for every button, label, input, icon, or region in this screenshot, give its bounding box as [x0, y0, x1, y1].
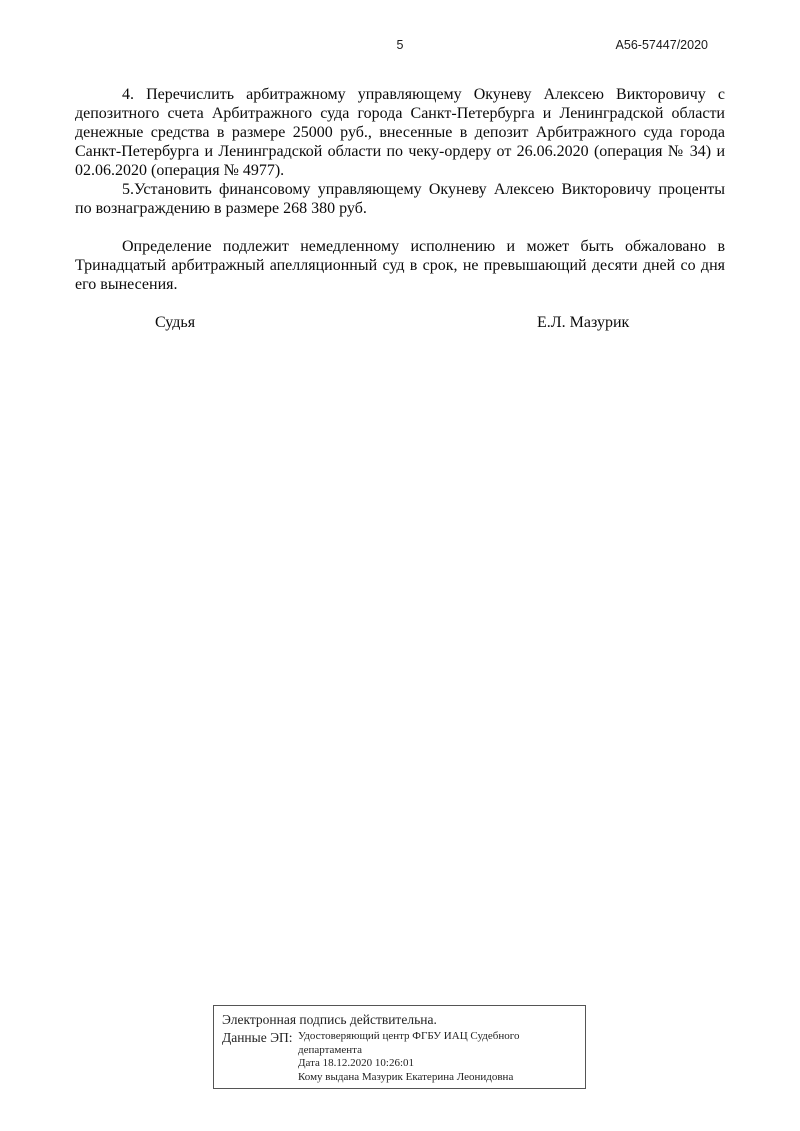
paragraph-item-5: 5.Установить финансовому управляющему Окуневу Алексею Викторовичу проценты по вознаграждению в размере 268 380 руб. — [75, 181, 725, 217]
stamp-detail-issued-to: Кому выдана Мазурик Екатерина Леонидовна — [298, 1070, 514, 1083]
stamp-detail-date: Дата 18.12.2020 10:26:01 — [298, 1057, 415, 1069]
page-number: 5 — [396, 38, 404, 52]
case-number: А56-57447/2020 — [615, 38, 708, 52]
signature-label: Судья — [155, 314, 196, 331]
running-header — [0, 38, 800, 54]
stamp-title: Электронная подпись действительна. — [222, 1012, 437, 1027]
stamp-details — [298, 1030, 560, 1084]
appeal-notice-paragraph: Определение подлежит немедленному исполнению и может быть обжаловано в Тринадцатый арбитражный апелляционный суд в срок, не превышающий десяти дней со дня его вынесения. — [75, 238, 725, 293]
paragraph-item-4: 4. Перечислить арбитражному управляющему Окуневу Алексею Викторовичу с депозитного счета Арбитражного суда города Санкт-Петербурга и Ленинградской области денежные средства в размере 25000 руб., внесенные в депозит Арбитражного суда города Санкт-Петербурга и Ленинградской области по чеку-ордеру от 26.06.2020 (операция № 34) и 02.06.2020 (операция № 4977). — [75, 86, 725, 179]
document-body — [75, 85, 725, 332]
stamp-detail-certifying-center: Удостоверяющий центр ФГБУ ИАЦ Судебного департамента — [298, 1030, 520, 1056]
signature-name: Е.Л. Мазурик — [537, 314, 630, 331]
stamp-data-label: Данные ЭП: — [222, 1030, 293, 1045]
signature-row — [75, 313, 725, 332]
stamp-data-row — [222, 1030, 577, 1084]
e-signature-stamp — [213, 1005, 586, 1089]
